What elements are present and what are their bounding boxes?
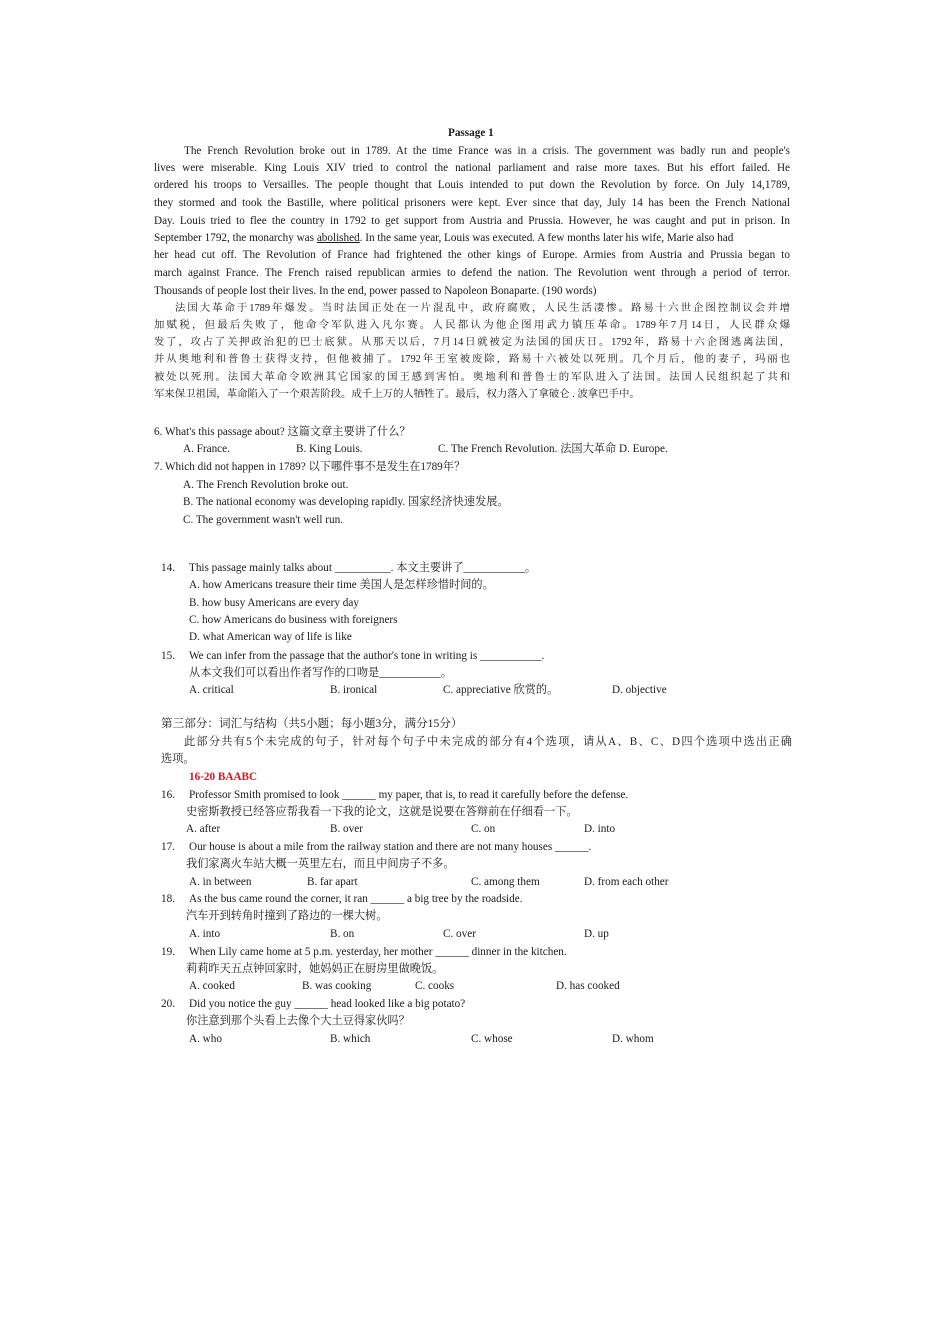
question-15-stem: We can infer from the passage that the author's tone in writing is ___________. xyxy=(189,650,545,662)
q17-option-a: A. in between xyxy=(189,876,252,888)
question-20-stem: Did you notice the guy ______ head looked like a big potato? xyxy=(189,998,466,1010)
translation-line: 发了，攻占了关押政治犯的巴士底狱。从那天以后，7月14日就被定为法国的国庆日。1792年，路易十六企图逃离法国， xyxy=(154,337,790,348)
q7-option-b: B. The national economy was developing rapidly. 国家经济快速发展。 xyxy=(183,496,509,508)
passage-line: The French Revolution broke out in 1789. At the time France was in a crisis. The government was badly run and people's xyxy=(184,145,790,157)
question-18-translation: 汽车开到转角时撞到了路边的一棵大树。 xyxy=(186,910,388,922)
q15-option-d: D. objective xyxy=(612,684,667,696)
passage-line xyxy=(154,231,733,245)
q19-option-a: A. cooked xyxy=(189,980,235,992)
translation-line: 加赋税，但最后失败了，他命令军队进入凡尔赛。人民都认为他企图用武力镇压革命。1789年7月14日，人民群众爆 xyxy=(154,320,790,331)
passage-line: they stormed and took the Bastille, where political prisoners were kept. Ever since that day, July 14 has been the French National xyxy=(154,197,790,209)
q6-option-a: A. France. xyxy=(183,443,230,455)
q19-option-b: B. was cooking xyxy=(302,980,372,992)
q20-option-a: A. who xyxy=(189,1033,222,1045)
q7-option-a: A. The French Revolution broke out. xyxy=(183,479,349,491)
q20-option-c: C. whose xyxy=(471,1033,513,1045)
question-7-stem: 7. Which did not happen in 1789? 以下哪件事不是发生在1789年？ xyxy=(154,461,466,473)
q19-option-d: D. has cooked xyxy=(556,980,620,992)
question-14-stem: This passage mainly talks about __________. 本文主要讲了___________。 xyxy=(189,562,537,574)
q15-option-c: C. appreciative 欣赏的。 xyxy=(443,684,559,696)
question-19-number: 19. xyxy=(161,946,175,958)
translation-line: 法国大革命于1789年爆发。当时法国正处在一片混乱中，政府腐败，人民生活凄惨。路易十六世企图控制议会并增 xyxy=(175,303,790,314)
q16-option-d: D. into xyxy=(584,823,616,835)
question-20-translation: 你注意到那个头看上去像个大土豆得家伙吗？ xyxy=(186,1015,410,1027)
q18-option-c: C. over xyxy=(443,928,476,940)
translation-line: 并从奥地利和普鲁士获得支持，但他被捕了。1792年王室被废除，路易十六被处以死刑。几个月后，他的妻子，玛丽也 xyxy=(154,354,790,365)
question-15-number: 15. xyxy=(161,650,175,662)
question-17-translation: 我们家离火车站大概一英里左右，而且中间房子不多。 xyxy=(186,858,455,870)
section-heading: 第三部分：词汇与结构（共5小题；每小题3分，满分15分） xyxy=(161,717,463,730)
answer-key: 16-20 BAABC xyxy=(189,771,258,783)
passage-title: Passage 1 xyxy=(448,127,494,139)
q16-option-c: C. on xyxy=(471,823,496,835)
q18-option-d: D. up xyxy=(584,928,609,940)
question-15-translation: 从本文我们可以看出作者写作的口吻是___________。 xyxy=(189,667,452,679)
q20-option-b: B. which xyxy=(330,1033,371,1045)
q6-option-c: C. The French Revolution. 法国大革命 D. Europe. xyxy=(438,443,668,455)
translation-line: 被处以死刑。法国大革命令欧洲其它国家的国王感到害怕。奥地利和普鲁士的军队进入了法国。法国人民组织起了共和 xyxy=(154,372,790,383)
q14-option-d: D. what American way of life is like xyxy=(189,631,352,643)
underlined-word: abolished xyxy=(316,232,360,244)
q17-option-c: C. among them xyxy=(471,876,540,888)
q15-option-b: B. ironical xyxy=(330,684,378,696)
q7-option-c: C. The government wasn't well run. xyxy=(183,514,343,526)
question-18-stem: As the bus came round the corner, it ran ______ a big tree by the roadside. xyxy=(189,893,523,905)
question-20-number: 20. xyxy=(161,998,175,1010)
passage-line: march against France. The French raised republican armies to defend the nation. The Revolution went through a period of terror. xyxy=(154,267,790,279)
q19-option-c: C. cooks xyxy=(415,980,455,992)
passage-text: . In the same year, Louis was executed. A few months later his wife, Marie also had xyxy=(359,232,734,244)
section-instructions: 此部分共有5个未完成的句子，针对每个句子中未完成的部分有4个选项，请从A、B、C、D四个选项中选出正确 xyxy=(184,736,792,748)
q14-option-c: C. how Americans do business with foreigners xyxy=(189,614,398,626)
question-16-number: 16. xyxy=(161,789,175,801)
passage-line: Thousands of people lost their lives. In the end, power passed to Napoleon Bonaparte. (190 words) xyxy=(154,285,597,297)
q17-option-d: D. from each other xyxy=(584,876,669,888)
translation-line: 军来保卫祖国，革命陷入了一个艰苦阶段。成千上万的人牺牲了。最后，权力落入了拿破仑 . 波拿巴手中。 xyxy=(154,389,640,400)
passage-line: Day. Louis tried to flee the country in 1792 to get support from Austria and Prussia. However, he was caught and put in prison. In xyxy=(154,215,790,227)
q6-option-b: B. King Louis. xyxy=(296,443,363,455)
q16-option-a: A. after xyxy=(186,823,221,835)
passage-line: lives were miserable. King Louis XIV tried to control the national parliament and raise more taxes. But his effort failed. He xyxy=(154,162,790,174)
passage-line: ordered his troops to Versailles. The people thought that Louis intended to put down the Revolution by force. On July 14,1789, xyxy=(154,179,790,191)
question-17-number: 17. xyxy=(161,841,175,853)
q18-option-a: A. into xyxy=(189,928,221,940)
passage-text: September 1792, the monarchy was xyxy=(154,232,315,244)
q15-option-a: A. critical xyxy=(189,684,234,696)
question-19-translation: 莉莉昨天五点钟回家时，她妈妈正在厨房里做晚饭。 xyxy=(186,963,444,975)
q18-option-b: B. on xyxy=(330,928,355,940)
q17-option-b: B. far apart xyxy=(307,876,358,888)
q14-option-a: A. how Americans treasure their time 美国人是怎样珍惜时间的。 xyxy=(189,579,494,591)
question-18-number: 18. xyxy=(161,893,175,905)
q14-option-b: B. how busy Americans are every day xyxy=(189,597,359,609)
question-6-stem: 6. What's this passage about? 这篇文章主要讲了什么？ xyxy=(154,426,411,438)
section-instructions: 选项。 xyxy=(161,753,195,765)
q20-option-d: D. whom xyxy=(612,1033,654,1045)
passage-line: her head cut off. The Revolution of France had frightened the other kings of Europe. Armies from Austria and Prussia began to xyxy=(154,249,790,261)
question-14-number: 14. xyxy=(161,562,175,574)
question-19-stem: When Lily came home at 5 p.m. yesterday, her mother ______ dinner in the kitchen. xyxy=(189,946,567,958)
q16-option-b: B. over xyxy=(330,823,363,835)
question-16-translation: 史密斯教授已经答应帮我看一下我的论文，这就是说要在答辩前在仔细看一下。 xyxy=(186,806,578,818)
question-17-stem: Our house is about a mile from the railway station and there are not many houses ______. xyxy=(189,841,592,853)
question-16-stem: Professor Smith promised to look ______ my paper, that is, to read it carefully before the defense. xyxy=(189,789,629,801)
